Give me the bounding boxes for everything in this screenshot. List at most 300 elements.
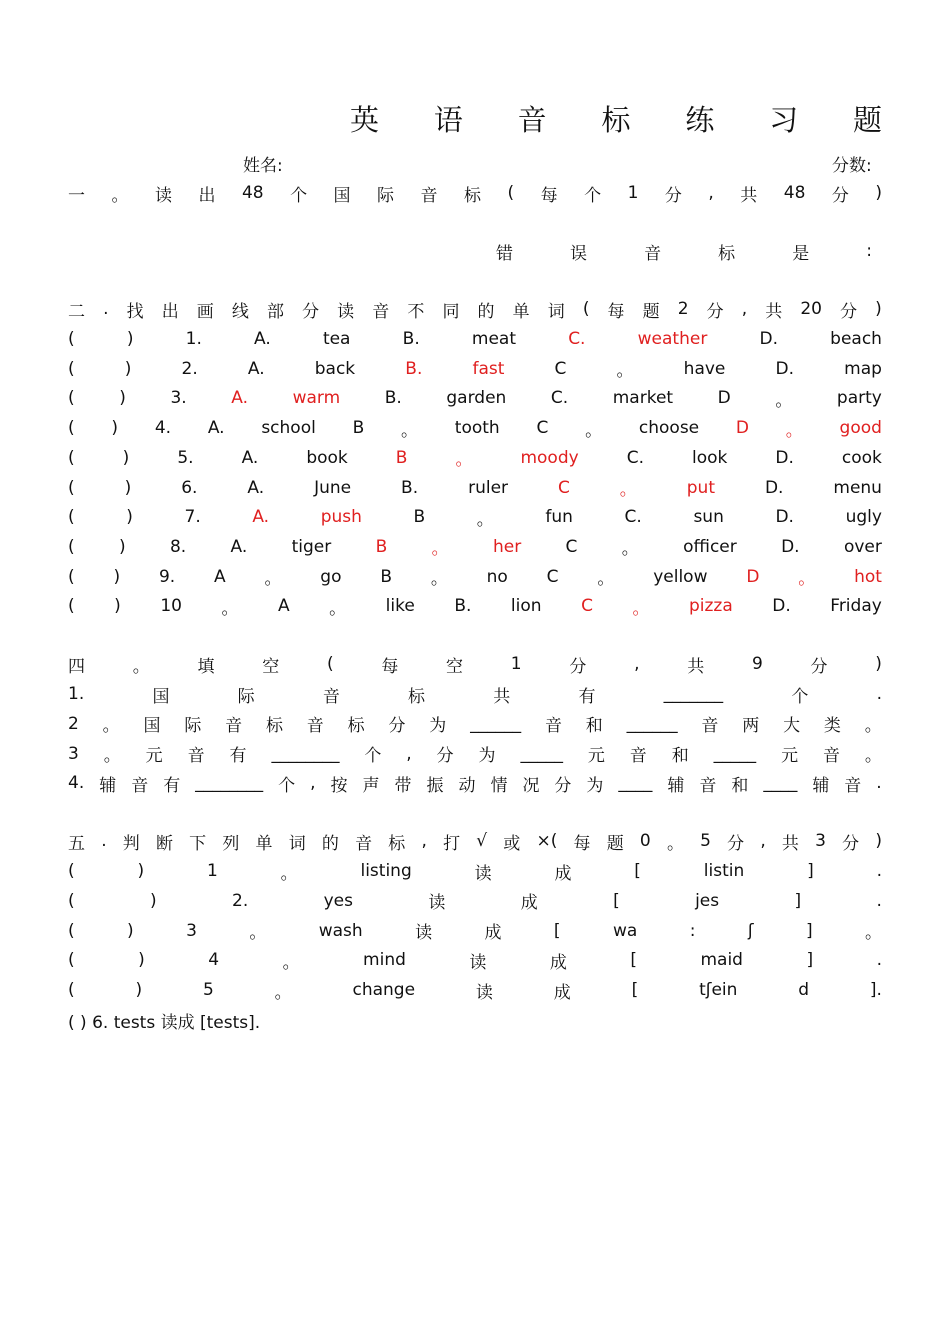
section1-token: 分 bbox=[664, 185, 682, 206]
question-token: fun bbox=[545, 507, 573, 528]
section1-token: 际 bbox=[377, 185, 395, 206]
question-token: D. bbox=[772, 596, 791, 617]
question-token: have bbox=[683, 358, 726, 379]
judge-token: . bbox=[876, 890, 882, 911]
section2-heading-token: , bbox=[741, 299, 748, 319]
section2-heading-token: 同 bbox=[442, 301, 460, 322]
question-token: 。 bbox=[798, 569, 816, 590]
fill-blank-token: ________ bbox=[271, 743, 340, 764]
question-token: C bbox=[557, 477, 570, 498]
question-token: pizza bbox=[688, 596, 733, 617]
section4-heading-token: 。 bbox=[132, 656, 150, 677]
errors-token: 标 bbox=[718, 243, 736, 264]
fill-blank-token: 大 bbox=[783, 716, 801, 737]
fill-blank-token: 辅 bbox=[812, 775, 830, 796]
judge-line bbox=[68, 888, 882, 914]
question-token: map bbox=[844, 358, 882, 379]
question-token: ) bbox=[118, 536, 126, 557]
question-token: D bbox=[735, 418, 749, 439]
question-token: Friday bbox=[830, 596, 882, 617]
question-token: B bbox=[413, 507, 426, 528]
question-token: hot bbox=[854, 566, 882, 587]
fill-blank-token: _____ bbox=[520, 743, 563, 764]
fill-blank-token: 国 bbox=[152, 686, 170, 707]
question-row bbox=[68, 445, 882, 471]
section1-token: 48 bbox=[783, 183, 806, 203]
fill-blank-token: 为 bbox=[586, 775, 604, 796]
question-token: warm bbox=[292, 388, 341, 409]
section2-heading-token: . bbox=[103, 299, 109, 319]
title-char: 习 bbox=[769, 102, 799, 137]
section4-heading-token: 填 bbox=[197, 656, 215, 677]
section5-heading-token: . bbox=[101, 831, 107, 851]
question-token: 。 bbox=[476, 509, 494, 530]
judge-token: ) bbox=[127, 920, 134, 941]
section1-token: 出 bbox=[198, 185, 216, 206]
judge-token: ] bbox=[807, 861, 814, 881]
section5-heading-token: ×( bbox=[536, 831, 558, 851]
question-token: B bbox=[395, 447, 408, 468]
fill-blank-token: 和 bbox=[585, 716, 603, 737]
errors-token: 是 bbox=[792, 243, 810, 264]
question-token: menu bbox=[833, 477, 882, 498]
section5-heading-token: 标 bbox=[388, 833, 406, 854]
fill-blank-token: ____ bbox=[618, 773, 653, 794]
section2-heading-token: 分 bbox=[706, 301, 724, 322]
judge-token: ]. bbox=[869, 980, 882, 1001]
question-token: tiger bbox=[291, 536, 332, 557]
fill-blank-token: 分 bbox=[388, 716, 406, 737]
judge-token: jes bbox=[695, 890, 720, 911]
fill-blank-token: 振 bbox=[426, 775, 444, 796]
question-token: push bbox=[320, 507, 362, 528]
question-token: 。 bbox=[785, 420, 803, 441]
fill-blank-token: 按 bbox=[330, 775, 348, 796]
question-token: B bbox=[375, 536, 388, 557]
question-token: 10 bbox=[160, 596, 182, 617]
section5-heading-token: 断 bbox=[155, 833, 173, 854]
question-token: ( bbox=[68, 418, 75, 439]
fill-blank-token: 声 bbox=[362, 775, 380, 796]
title-char: 音 bbox=[517, 102, 547, 137]
question-token: B. bbox=[384, 388, 402, 409]
question-token: no bbox=[486, 566, 508, 587]
question-token: ) bbox=[124, 477, 132, 498]
question-token: ( bbox=[68, 388, 75, 409]
fill-blank-token: 标 bbox=[265, 716, 283, 737]
judge-token: . bbox=[876, 861, 882, 881]
fill-blank-line bbox=[68, 770, 882, 796]
fill-blank-token: 音 bbox=[822, 746, 840, 767]
question-token: A. bbox=[247, 477, 265, 498]
judge-token: d bbox=[798, 980, 810, 1001]
question-token: 。 bbox=[775, 390, 793, 411]
section2-heading-token: 分 bbox=[840, 301, 858, 322]
judge-token: 。 bbox=[249, 923, 267, 944]
fill-blank-token: _____ bbox=[713, 743, 757, 764]
judge-line bbox=[68, 858, 882, 884]
fill-blank-token: 为 bbox=[429, 716, 447, 737]
judge-token: 成 bbox=[553, 982, 571, 1003]
judge-line bbox=[68, 977, 882, 1003]
question-token: ) bbox=[111, 418, 119, 439]
section5-heading-token: 共 bbox=[781, 833, 799, 854]
question-token: A. bbox=[207, 418, 225, 439]
question-token: 。 bbox=[264, 569, 282, 590]
question-token: B. bbox=[402, 329, 420, 349]
question-token: ) bbox=[114, 596, 121, 617]
fill-blank-token: 分 bbox=[554, 775, 572, 796]
section1-token: 个 bbox=[584, 185, 602, 206]
section1-token: , bbox=[708, 183, 714, 203]
question-6-line: ( ) 6. tests 读成 [tests]. bbox=[68, 1013, 261, 1033]
fill-blank-token: 元 bbox=[781, 746, 799, 767]
fill-blank-token: 况 bbox=[522, 775, 540, 796]
section2-heading-token: 画 bbox=[196, 301, 214, 322]
fill-blank-token: . bbox=[876, 773, 882, 794]
section5-heading-token: 题 bbox=[606, 833, 624, 854]
judge-token: 。 bbox=[280, 863, 298, 884]
question-token: A. bbox=[252, 507, 270, 528]
judge-token: change bbox=[352, 980, 416, 1001]
fill-blank-token: 音 bbox=[306, 716, 324, 737]
question-token: A. bbox=[231, 388, 248, 409]
fill-blank-token: 共 bbox=[493, 686, 511, 707]
question-token: choose bbox=[638, 418, 700, 439]
fill-blank-token: 4. bbox=[68, 773, 85, 794]
section1-token: 48 bbox=[241, 183, 264, 203]
question-token: C bbox=[581, 596, 593, 617]
question-token: weather bbox=[637, 329, 708, 349]
judge-token: 读 bbox=[415, 923, 433, 944]
fill-blank-token: 音 bbox=[187, 746, 205, 767]
question-token: 。 bbox=[585, 420, 603, 441]
question-token: 2. bbox=[181, 358, 198, 379]
errors-token: 误 bbox=[570, 243, 588, 264]
judge-token: ] bbox=[805, 920, 813, 941]
fill-blank-token: 元 bbox=[145, 746, 163, 767]
judge-token: ʃ bbox=[747, 920, 754, 941]
section1-token: 一 bbox=[68, 185, 85, 206]
question-token: book bbox=[306, 447, 348, 468]
question-token: 9. bbox=[158, 566, 176, 587]
question-token: ( bbox=[68, 536, 75, 557]
section1-token: 读 bbox=[154, 185, 172, 206]
judge-token: 读 bbox=[428, 893, 446, 914]
errors-token: 音 bbox=[644, 243, 662, 264]
judge-token: [ bbox=[631, 980, 639, 1001]
fill-blank-token: 音 bbox=[322, 686, 340, 707]
section5-heading-token: √ bbox=[476, 831, 488, 851]
question-token: A bbox=[214, 566, 226, 587]
fill-blank-token: 有 bbox=[578, 686, 596, 707]
question-token: ( bbox=[68, 447, 75, 468]
question-token: A bbox=[277, 596, 290, 617]
fill-blank-token: . bbox=[876, 684, 882, 704]
section5-heading-token: 或 bbox=[503, 833, 521, 854]
question-token: 3. bbox=[170, 388, 187, 409]
fill-blank-token: , bbox=[310, 773, 316, 794]
question-token: officer bbox=[683, 536, 737, 557]
judge-token: ( bbox=[68, 950, 75, 971]
section5-heading-token: 5 bbox=[700, 831, 711, 851]
fill-blank-token: 类 bbox=[823, 716, 841, 737]
question-token: C. bbox=[568, 329, 586, 349]
question-token: D. bbox=[764, 477, 784, 498]
section1-token: 分 bbox=[831, 185, 849, 206]
fill-blank-token: 元 bbox=[587, 746, 605, 767]
judge-token: ) bbox=[150, 890, 157, 911]
question-token: ) bbox=[124, 358, 132, 379]
question-token: D bbox=[717, 388, 731, 409]
judge-token: ) bbox=[138, 950, 145, 971]
judge-token: 成 bbox=[520, 893, 538, 914]
section2-heading-token: 共 bbox=[765, 301, 783, 322]
section2-heading-token: ) bbox=[875, 299, 882, 319]
judge-token: 。 bbox=[274, 982, 292, 1003]
fill-blank-token: 音 bbox=[844, 775, 862, 796]
question-token: 。 bbox=[597, 569, 615, 590]
section4-heading-token: 空 bbox=[446, 656, 464, 677]
section5-heading-token: 每 bbox=[573, 833, 591, 854]
section1-token: 国 bbox=[333, 185, 351, 206]
question-token: ( bbox=[68, 596, 75, 617]
question-row bbox=[68, 534, 882, 560]
section2-heading-token: 读 bbox=[337, 301, 355, 322]
question-token: lion bbox=[510, 596, 542, 617]
fill-blank-token: 辅 bbox=[667, 775, 685, 796]
fill-blank-token: 。 bbox=[103, 746, 121, 767]
question-token: 。 bbox=[431, 539, 449, 560]
question-token: meat bbox=[471, 329, 517, 349]
section5-heading-token: , bbox=[421, 831, 427, 851]
question-token: 。 bbox=[616, 361, 634, 382]
judge-token: 成 bbox=[549, 952, 567, 973]
question-row bbox=[68, 326, 882, 352]
question-token: look bbox=[692, 447, 728, 468]
judge-token: 成 bbox=[484, 923, 502, 944]
judge-token: maid bbox=[700, 950, 743, 971]
fill-blank-token: , bbox=[406, 743, 412, 764]
question-token: beach bbox=[830, 329, 882, 349]
question-row bbox=[68, 475, 882, 501]
question-token: ( bbox=[68, 566, 75, 587]
question-token: ( bbox=[68, 329, 75, 349]
section4-heading-token: , bbox=[634, 654, 640, 674]
fill-blank-token: ______ bbox=[626, 713, 678, 734]
question-token: 。 bbox=[455, 450, 473, 471]
question-token: C bbox=[565, 536, 578, 557]
fill-blank-token: 两 bbox=[742, 716, 760, 737]
judge-token: mind bbox=[363, 950, 406, 971]
question-token: 8. bbox=[169, 536, 187, 557]
section2-heading-token: 部 bbox=[266, 301, 284, 322]
section4-heading-token: ( bbox=[326, 654, 334, 674]
errors-line bbox=[496, 238, 872, 264]
fill-blank-token: 情 bbox=[490, 775, 508, 796]
fill-blank-token: 和 bbox=[731, 775, 749, 796]
section2-heading-token: 的 bbox=[477, 301, 495, 322]
judge-token: wash bbox=[318, 920, 363, 941]
section4-heading bbox=[68, 651, 882, 677]
question-token: put bbox=[686, 477, 715, 498]
score-label: 分数: bbox=[832, 156, 872, 176]
section4-heading-token: 分 bbox=[569, 656, 587, 677]
question-token: good bbox=[839, 418, 882, 439]
section5-heading-token: 五 bbox=[68, 833, 85, 854]
section2-heading-token: 音 bbox=[372, 301, 390, 322]
section4-heading-token: 9 bbox=[751, 654, 763, 674]
question-token: ) bbox=[119, 388, 126, 409]
section2-heading-token: 每 bbox=[607, 301, 625, 322]
fill-blank-token: 2 bbox=[68, 713, 79, 734]
question-token: A. bbox=[247, 358, 265, 379]
section2-heading-token: 线 bbox=[231, 301, 249, 322]
judge-token: [ bbox=[634, 861, 641, 881]
judge-token: 成 bbox=[554, 863, 572, 884]
fill-blank-token: 国 bbox=[143, 716, 161, 737]
question-token: D. bbox=[759, 329, 778, 349]
judge-token: ( bbox=[68, 861, 75, 881]
judge-token: 。 bbox=[865, 923, 882, 944]
fill-blank-token: 标 bbox=[347, 716, 365, 737]
section5-heading-token: 词 bbox=[288, 833, 306, 854]
section5-heading bbox=[68, 828, 882, 854]
judge-token: wa bbox=[612, 920, 638, 941]
question-token: ) bbox=[113, 566, 121, 587]
section1-token: ) bbox=[875, 183, 882, 203]
fill-blank-token: 分 bbox=[436, 746, 454, 767]
question-token: B bbox=[380, 566, 392, 587]
fill-blank-token: 音 bbox=[544, 716, 562, 737]
question-token: D. bbox=[775, 358, 795, 379]
question-token: market bbox=[612, 388, 674, 409]
question-token: ) bbox=[126, 507, 133, 528]
question-token: 4. bbox=[154, 418, 172, 439]
question-token: garden bbox=[446, 388, 507, 409]
fill-blank-token: 个 bbox=[278, 775, 296, 796]
fill-blank-line bbox=[68, 681, 882, 707]
question-token: 1. bbox=[185, 329, 202, 349]
judge-token: 2. bbox=[232, 890, 249, 911]
section2-heading-token: 20 bbox=[800, 299, 822, 319]
question-token: C. bbox=[626, 447, 644, 468]
section2-heading-token: ( bbox=[582, 299, 590, 319]
question-token: D bbox=[746, 566, 760, 587]
fill-blank-token: 际 bbox=[237, 686, 255, 707]
question-token: ugly bbox=[845, 507, 882, 528]
question-token: 5. bbox=[177, 447, 194, 468]
judge-token: ] bbox=[806, 950, 814, 971]
title-char: 英 bbox=[350, 102, 380, 137]
judge-token: . bbox=[876, 950, 882, 971]
section1-token: 每 bbox=[540, 185, 558, 206]
section4-heading-token: 1 bbox=[510, 654, 522, 674]
section5-heading-token: ) bbox=[875, 831, 882, 851]
question-token: B. bbox=[454, 596, 472, 617]
question-token: 。 bbox=[221, 598, 239, 619]
judge-token: yes bbox=[323, 890, 353, 911]
section4-heading-token: 每 bbox=[381, 656, 399, 677]
question-token: over bbox=[843, 536, 882, 557]
fill-blank-token: 带 bbox=[394, 775, 412, 796]
judge-token: 。 bbox=[282, 952, 300, 973]
section5-heading-token: 判 bbox=[122, 833, 140, 854]
judge-token: [ bbox=[553, 920, 561, 941]
fill-blank-token: 音 bbox=[699, 775, 717, 796]
question-token: D. bbox=[775, 507, 794, 528]
errors-token: 错 bbox=[496, 243, 513, 264]
judge-token: ( bbox=[68, 980, 75, 1001]
section5-heading-token: 音 bbox=[355, 833, 373, 854]
question-token: 7. bbox=[184, 507, 201, 528]
question-token: tooth bbox=[454, 418, 500, 439]
fill-blank-token: 音 bbox=[131, 775, 149, 796]
judge-token: 1 bbox=[206, 861, 218, 881]
fill-blank-token: 动 bbox=[458, 775, 476, 796]
judge-token: 读 bbox=[475, 982, 493, 1003]
section2-heading-token: 不 bbox=[407, 301, 425, 322]
question-token: 。 bbox=[430, 569, 448, 590]
name-label: 姓名: bbox=[243, 156, 283, 176]
section4-heading-token: ) bbox=[875, 654, 882, 674]
judge-token: 4 bbox=[208, 950, 220, 971]
fill-blank-token: ____ bbox=[763, 773, 798, 794]
question-token: C bbox=[536, 418, 549, 439]
section2-heading bbox=[68, 296, 882, 322]
question-row bbox=[68, 385, 882, 411]
judge-token: ( bbox=[68, 890, 75, 911]
question-token: back bbox=[314, 358, 356, 379]
fill-blank-token: 。 bbox=[864, 746, 882, 767]
fill-blank-line bbox=[68, 711, 882, 737]
question-token: 。 bbox=[632, 598, 650, 619]
section5-heading-token: , bbox=[760, 831, 766, 851]
judge-token: 读 bbox=[474, 863, 492, 884]
question-token: ( bbox=[68, 358, 75, 379]
section1-token: ( bbox=[507, 183, 515, 203]
question-token: like bbox=[385, 596, 415, 617]
question-token: B bbox=[352, 418, 365, 439]
question-token: A. bbox=[241, 447, 259, 468]
question-token: A. bbox=[254, 329, 271, 349]
section4-heading-token: 空 bbox=[262, 656, 280, 677]
judge-token: 读 bbox=[469, 952, 487, 973]
question-token: D. bbox=[775, 447, 794, 468]
judge-token: listin bbox=[703, 861, 745, 881]
question-token: C bbox=[554, 358, 567, 379]
section5-heading-token: 分 bbox=[727, 833, 745, 854]
question-token: 。 bbox=[619, 480, 637, 500]
section1-token: 。 bbox=[111, 185, 129, 206]
section5-heading-token: 单 bbox=[255, 833, 273, 854]
judge-token: ] bbox=[794, 890, 802, 911]
title-char: 题 bbox=[852, 102, 882, 137]
judge-token: ) bbox=[137, 861, 145, 881]
section4-heading-token: 四 bbox=[68, 656, 85, 677]
fill-blank-token: 音 bbox=[629, 746, 647, 767]
section2-heading-token: 出 bbox=[161, 301, 179, 322]
title-char: 语 bbox=[433, 102, 463, 137]
question-token: ruler bbox=[468, 477, 509, 498]
fill-blank-token: 标 bbox=[408, 686, 426, 707]
question-token: ) bbox=[122, 447, 130, 468]
section2-heading-token: 找 bbox=[126, 301, 144, 322]
question-token: cook bbox=[841, 447, 882, 468]
section1-token: 个 bbox=[290, 185, 308, 206]
judge-token: listing bbox=[360, 861, 412, 881]
question-token: 。 bbox=[329, 598, 347, 619]
